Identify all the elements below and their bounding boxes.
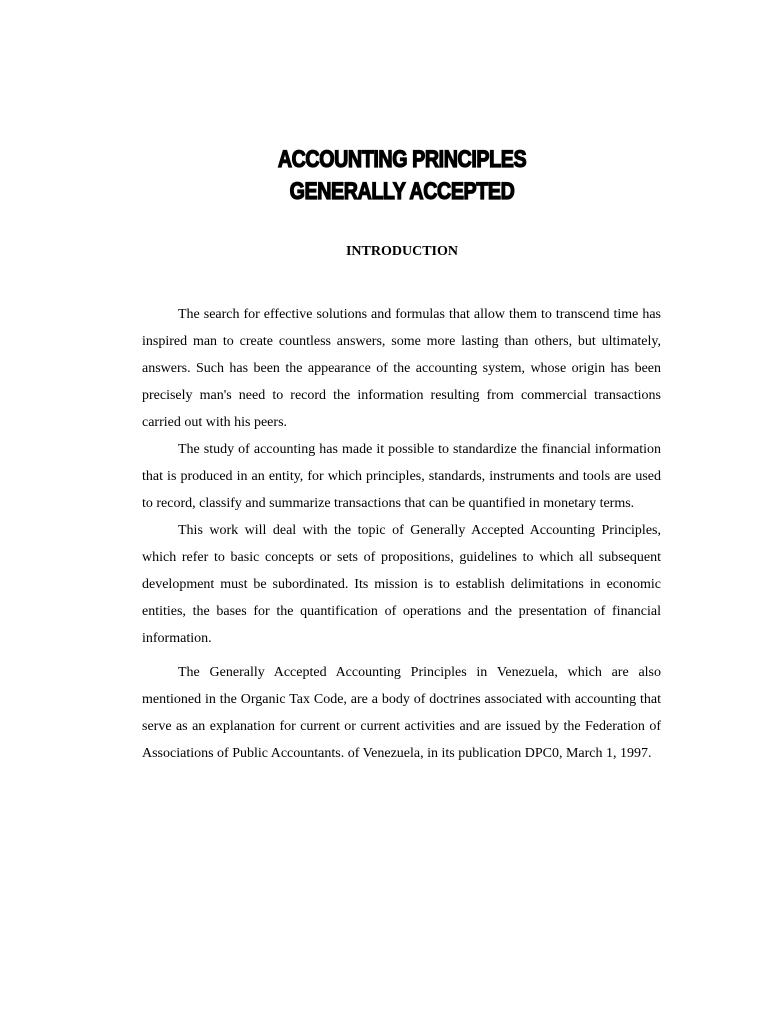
title-line-2: GENERALLY ACCEPTED bbox=[289, 178, 515, 205]
paragraph-2: The study of accounting has made it possible to standardize the financial information that is produced in an entity, for which principles, standards, instruments and tools are used to record, classify and summarize transactions that can be quantified in monetary terms. bbox=[142, 442, 661, 511]
document-body bbox=[142, 301, 661, 767]
paragraph-4: The Generally Accepted Accounting Principles in Venezuela, which are also mentioned in the Organic Tax Code, are a body of doctrines associated with accounting that serve as an explanation for current or current activities and are issued by the Federation of Associations of Public Accountants. of Venezuela, in its publication DPC0, March 1, 1997. bbox=[142, 665, 661, 761]
paragraph-1: The search for effective solutions and formulas that allow them to transcend time has inspired man to create countless answers, some more lasting than others, but ultimately, answers. Such has been the appearance of the accounting system, whose origin has been precisely man's need to record the information resulting from commercial transactions carried out with his peers. bbox=[142, 307, 661, 430]
document-title bbox=[0, 144, 768, 208]
section-heading: INTRODUCTION bbox=[345, 244, 458, 259]
paragraph-3: This work will deal with the topic of Generally Accepted Accounting Principles, which refer to basic concepts or sets of propositions, guidelines to which all subsequent development must be subordinated. Its mission is to establish delimitations in economic entities, the bases for the quantification of operations and the presentation of financial information. bbox=[142, 523, 661, 646]
title-line-1: ACCOUNTING PRINCIPLES bbox=[277, 146, 527, 173]
